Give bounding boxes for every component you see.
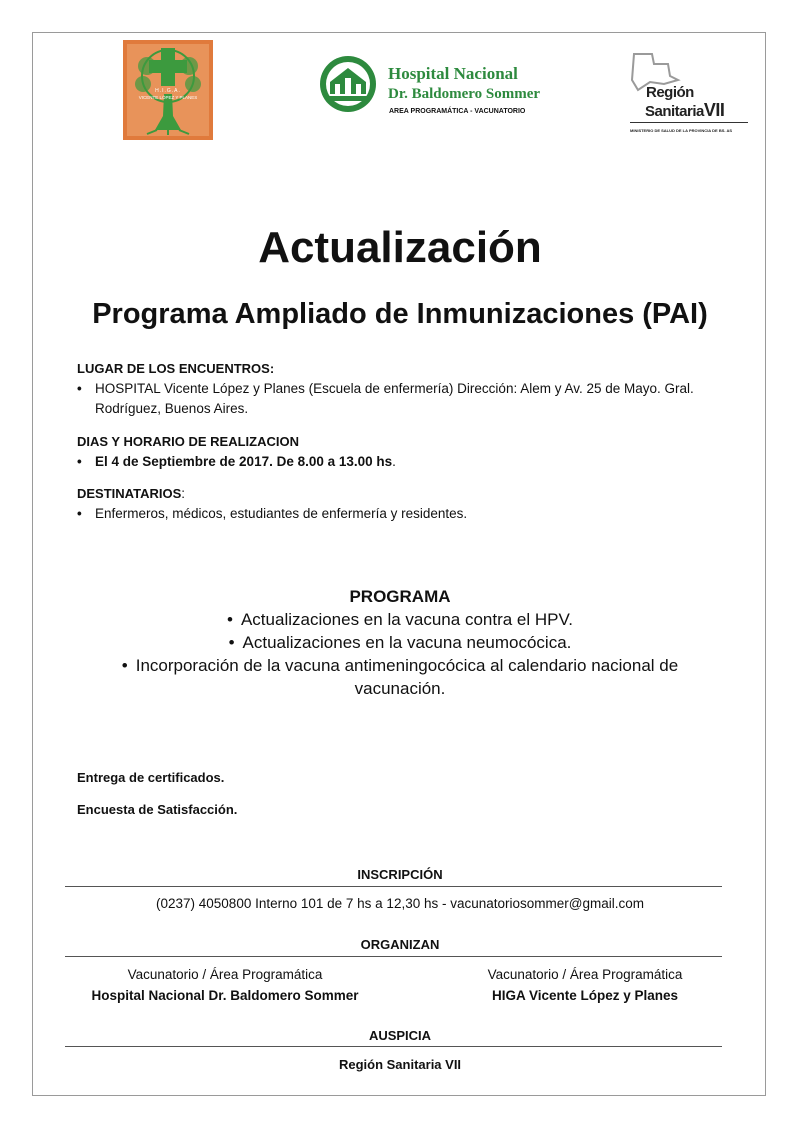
auspicia-heading: AUSPICIA (368, 1028, 432, 1043)
destinatarios-colon: : (181, 486, 186, 501)
organizer-left-line1: Vacunatorio / Área Programática (127, 967, 323, 982)
bullet-icon: • (77, 506, 82, 521)
bullet-icon: • (77, 454, 82, 469)
region-roman: VII (703, 100, 725, 120)
divider (65, 1046, 722, 1047)
auspicia-name: Región Sanitaria VII (338, 1057, 462, 1072)
bullet-icon: • (121, 656, 128, 675)
bullet-icon: • (228, 633, 235, 652)
lugar-heading: LUGAR DE LOS ENCUENTROS: (77, 361, 275, 376)
region-ministry: MINISTERIO DE SALUD DE LA PROVINCIA DE BS. AS (630, 128, 733, 133)
organizan-heading: ORGANIZAN (360, 937, 440, 952)
dias-text: El 4 de Septiembre de 2017. De 8.00 a 13.00 hs (95, 454, 393, 469)
divider (65, 956, 722, 957)
lugar-text: HOSPITAL Vicente López y Planes (Escuela de enfermería) Dirección: Alem y Av. 25 de Mayo. Gral. Rodríguez, Buenos Aires. (95, 381, 694, 416)
destinatarios-text: Enfermeros, médicos, estudiantes de enfermería y residentes. (95, 506, 468, 521)
organizer-right-line1: Vacunatorio / Área Programática (487, 967, 683, 982)
encuesta-label: Encuesta de Satisfacción. (77, 802, 238, 817)
organizer-left (65, 964, 385, 1006)
hospital-name: Hospital Nacional (388, 64, 518, 83)
list-item (77, 504, 737, 524)
destinatarios-heading: DESTINATARIOS (77, 486, 182, 501)
page-subtitle: Programa Ampliado de Inmunizaciones (PAI) (92, 298, 708, 330)
dias-text-end: . (392, 454, 396, 469)
region-word1: Región (646, 84, 694, 101)
programa-item-2: Actualizaciones en la vacuna neumocócica. (242, 633, 572, 652)
list-item (80, 608, 720, 631)
organizer-right-line2: HIGA Vicente López y Planes (491, 988, 679, 1003)
higa-logo (123, 40, 213, 140)
higa-logo-line2: VICENTE LÓPEZ Y PLANES (138, 95, 198, 100)
programa-heading: PROGRAMA (349, 587, 451, 606)
list-item (80, 631, 720, 654)
divider (65, 886, 722, 887)
organizer-left-line2: Hospital Nacional Dr. Baldomero Sommer (91, 988, 359, 1003)
list-item (77, 452, 737, 472)
programa-item-1: Actualizaciones en la vacuna contra el HPV. (240, 610, 573, 629)
hospital-logo (318, 52, 558, 122)
dias-heading: DIAS Y HORARIO DE REALIZACION (77, 434, 299, 449)
hospital-building-icon (318, 54, 378, 114)
lugar-section (77, 359, 737, 419)
hospital-area-label: AREA PROGRAMÁTICA - VACUNATORIO (389, 108, 526, 115)
programa-item-3: Incorporación de la vacuna antimeningocócica al calendario nacional de vacunación. (135, 656, 679, 698)
destinatarios-section (77, 484, 737, 524)
higa-logo-line1: H.I.G.A. (155, 88, 181, 94)
page-title: Actualización (258, 223, 542, 272)
dias-section (77, 432, 737, 472)
inscripcion-heading: INSCRIPCIÓN (357, 867, 443, 882)
entrega-label: Entrega de certificados. (77, 770, 225, 785)
organizer-right (430, 964, 740, 1006)
region-divider (630, 122, 748, 123)
list-item (80, 654, 720, 700)
region-word2-text: Sanitaria (645, 103, 704, 120)
bullet-icon: • (77, 381, 82, 396)
list-item (77, 379, 737, 419)
region-word2 (645, 100, 724, 121)
inscripcion-contact: (0237) 4050800 Interno 101 de 7 hs a 12,30 hs - vacunatoriosommer@gmail.com (156, 896, 644, 911)
bullet-icon: • (227, 610, 233, 629)
region-sanitaria-logo (628, 50, 750, 140)
programa-section (80, 585, 720, 700)
hospital-doctor-name: Dr. Baldomero Sommer (388, 86, 541, 102)
